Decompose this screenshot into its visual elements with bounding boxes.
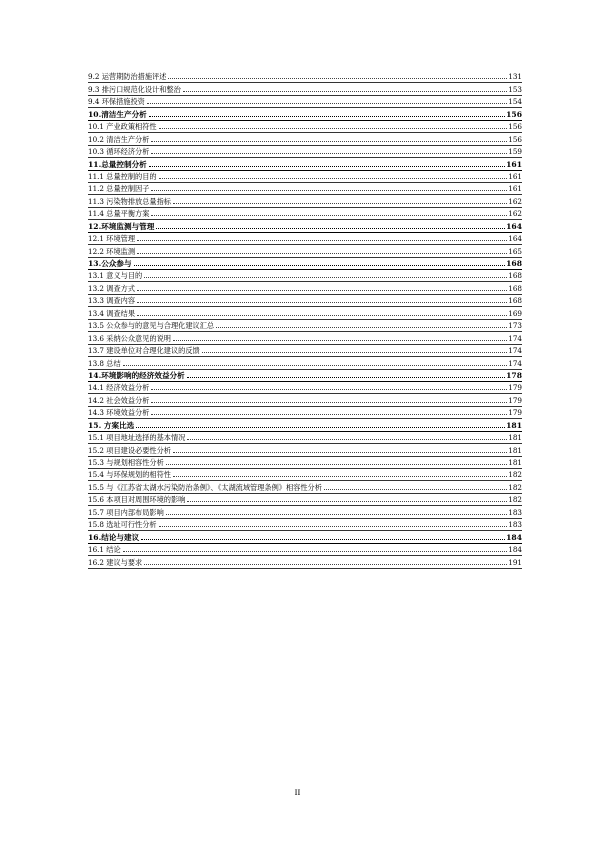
toc-entry-title: 14.环境影响的经济效益分析 — [88, 370, 185, 380]
dot-leader — [141, 539, 505, 540]
toc-entry-title: 15.5 与《江苏省太湖水污染防治条例》、《太湖流域管理条例》相容性分析 — [88, 482, 322, 492]
toc-entry-title: 16.1 结论 — [88, 545, 121, 555]
dot-leader — [149, 166, 505, 167]
toc-section-entry[interactable] — [88, 345, 522, 357]
dot-leader — [151, 190, 507, 191]
dot-leader — [183, 91, 508, 92]
toc-section-entry[interactable] — [88, 544, 522, 556]
dot-leader — [151, 153, 507, 154]
dot-leader — [216, 327, 507, 328]
toc-entry-title: 12.1 环境管理 — [88, 234, 136, 244]
toc-entry-title: 10.清洁生产分析 — [88, 109, 147, 119]
toc-section-entry[interactable] — [88, 208, 522, 220]
toc-entry-page: 156 — [506, 109, 522, 119]
toc-entry-page: 156 — [508, 134, 522, 144]
toc-entry-page: 178 — [506, 370, 522, 380]
dot-leader — [137, 290, 507, 291]
toc-entry-title: 14.3 环境效益分析 — [88, 408, 150, 418]
toc-section-entry[interactable] — [88, 469, 522, 481]
dot-leader — [147, 103, 507, 104]
toc-entry-page: 165 — [508, 246, 522, 256]
dot-leader — [159, 526, 508, 527]
toc-section-entry[interactable] — [88, 121, 522, 133]
toc-entry-page: 174 — [508, 346, 522, 356]
dot-leader — [168, 78, 507, 79]
toc-section-entry[interactable] — [88, 320, 522, 332]
toc-chapter-entry[interactable] — [88, 531, 522, 543]
toc-entry-page: 156 — [508, 122, 522, 132]
toc-entry-page: 174 — [508, 333, 522, 343]
toc-entry-page: 179 — [508, 383, 522, 393]
toc-entry-page: 191 — [508, 557, 522, 567]
toc-entry-page: 161 — [508, 184, 522, 194]
toc-entry-title: 11.3 污染物排放总量指标 — [88, 196, 171, 206]
toc-chapter-entry[interactable] — [88, 220, 522, 232]
dot-leader — [134, 265, 506, 266]
dot-leader — [151, 215, 507, 216]
toc-section-entry[interactable] — [88, 96, 522, 108]
toc-section-entry[interactable] — [88, 133, 522, 145]
toc-entry-page: 181 — [506, 420, 522, 430]
dot-leader — [187, 377, 505, 378]
toc-entry-title: 10.2 清洁生产分析 — [88, 134, 150, 144]
toc-entry-page: 154 — [508, 97, 522, 107]
toc-section-entry[interactable] — [88, 519, 522, 531]
dot-leader — [156, 228, 505, 229]
dot-leader — [173, 476, 507, 477]
toc-entry-title: 15.3 与规划相容性分析 — [88, 458, 164, 467]
dot-leader — [151, 414, 507, 415]
toc-chapter-entry[interactable] — [88, 370, 522, 382]
toc-section-entry[interactable] — [88, 270, 522, 282]
toc-entry-title: 12.环境监测与管理 — [88, 221, 155, 231]
toc-entry-title: 15. 方案比选 — [88, 420, 135, 430]
toc-entry-title: 11.1 总量控制的目的 — [88, 171, 157, 181]
toc-entry-title: 15.4 与环保规划的相符性 — [88, 470, 171, 480]
toc-section-entry[interactable] — [88, 71, 522, 83]
dot-leader — [151, 389, 507, 390]
page-number: II — [294, 787, 301, 797]
toc-entry-page: 164 — [506, 221, 522, 231]
toc-entry-title: 16.2 建议与要求 — [88, 557, 143, 567]
dot-leader — [137, 240, 507, 241]
dot-leader — [166, 464, 507, 465]
dot-leader — [187, 439, 507, 440]
toc-entry-title: 9.4 环保措施投资 — [88, 97, 145, 107]
toc-chapter-entry[interactable] — [88, 108, 522, 120]
dot-leader — [144, 277, 507, 278]
toc-entry-title: 13.2 调查方式 — [88, 283, 136, 293]
toc-entry-title: 11.2 总量控制因子 — [88, 184, 150, 194]
toc-entry-page: 179 — [508, 408, 522, 418]
toc-section-entry[interactable] — [88, 307, 522, 319]
toc-entry-page: 181 — [508, 433, 522, 443]
toc-entry-page: 168 — [506, 259, 522, 268]
toc-entry-page: 182 — [508, 482, 522, 492]
toc-entry-page: 153 — [508, 84, 522, 94]
toc-entry-title: 13.8 总结 — [88, 358, 121, 368]
toc-section-entry[interactable] — [88, 332, 522, 344]
toc-entry-title: 12.2 环境监测 — [88, 246, 136, 256]
dot-leader — [123, 365, 508, 366]
toc-entry-title: 10.1 产业政策相符性 — [88, 122, 157, 132]
toc-entry-title: 13.4 调查结果 — [88, 308, 136, 318]
toc-entry-page: 168 — [508, 296, 522, 306]
toc-section-entry[interactable] — [88, 506, 522, 518]
toc-entry-page: 174 — [508, 358, 522, 368]
toc-entry-page: 173 — [508, 321, 522, 331]
dot-leader — [137, 253, 507, 254]
toc-section-entry[interactable] — [88, 183, 522, 195]
dot-leader — [166, 514, 507, 515]
toc-entry-title: 14.1 经济效益分析 — [88, 383, 150, 393]
toc-chapter-entry[interactable] — [88, 258, 522, 270]
toc-entry-title: 13.1 意义与目的 — [88, 271, 143, 281]
toc-section-entry[interactable] — [88, 245, 522, 257]
dot-leader — [123, 551, 508, 552]
toc-entry-title: 9.3 排污口规范化设计和整治 — [88, 84, 181, 94]
toc-section-entry[interactable] — [88, 357, 522, 369]
dot-leader — [173, 452, 507, 453]
toc-entry-page: 164 — [508, 234, 522, 244]
dot-leader — [187, 501, 507, 502]
toc-entry-page: 179 — [508, 395, 522, 405]
toc-entry-page: 181 — [508, 458, 522, 467]
dot-leader — [159, 178, 508, 179]
toc-entry-page: 161 — [508, 171, 522, 181]
dot-leader — [159, 128, 508, 129]
toc-entry-title: 15.6 本项目对周围环境的影响 — [88, 495, 186, 505]
toc-section-entry[interactable] — [88, 171, 522, 183]
dot-leader — [137, 315, 507, 316]
toc-entry-page: 183 — [508, 507, 522, 517]
dot-leader — [137, 302, 507, 303]
toc-entry-page: 183 — [508, 520, 522, 530]
toc-entry-title: 15.2 项目建设必要性分析 — [88, 445, 171, 455]
toc-section-entry[interactable] — [88, 233, 522, 245]
dot-leader — [136, 427, 505, 428]
toc-section-entry[interactable] — [88, 457, 522, 469]
toc-entry-title: 11.总量控制分析 — [88, 159, 147, 169]
toc-section-entry[interactable] — [88, 494, 522, 506]
toc-section-entry[interactable] — [88, 432, 522, 444]
toc-entry-page: 159 — [508, 147, 522, 157]
toc-section-entry[interactable] — [88, 444, 522, 456]
toc-entry-title: 9.2 运营期防治措施评述 — [88, 72, 167, 82]
toc-entry-title: 13.6 采纳公众意见的说明 — [88, 333, 171, 343]
toc-entry-title: 13.5 公众参与的意见与合理化建议汇总 — [88, 321, 215, 331]
toc-entry-title: 14.2 社会效益分析 — [88, 395, 150, 405]
toc-entry-title: 13.7 建设单位对合理化建议的反馈 — [88, 346, 200, 356]
toc-entry-page: 168 — [508, 271, 522, 281]
toc-section-entry[interactable] — [88, 382, 522, 394]
toc-chapter-entry[interactable] — [88, 158, 522, 170]
toc-entry-title: 11.4 总量平衡方案 — [88, 209, 150, 219]
toc-entry-page: 162 — [508, 209, 522, 219]
toc-entry-title: 16.结论与建议 — [88, 532, 140, 542]
table-of-contents — [88, 71, 522, 569]
dot-leader — [202, 352, 508, 353]
toc-entry-page: 131 — [508, 72, 522, 82]
toc-entry-page: 168 — [508, 283, 522, 293]
toc-section-entry[interactable] — [88, 394, 522, 406]
dot-leader — [173, 203, 507, 204]
toc-entry-title: 15.1 项目地址选择的基本情况 — [88, 433, 186, 443]
dot-leader — [151, 141, 507, 142]
toc-entry-page: 182 — [508, 470, 522, 480]
toc-entry-page: 184 — [508, 545, 522, 555]
toc-entry-page: 161 — [506, 159, 522, 169]
toc-entry-page: 182 — [508, 495, 522, 505]
dot-leader — [151, 402, 507, 403]
toc-section-entry[interactable] — [88, 195, 522, 207]
toc-section-entry[interactable] — [88, 146, 522, 158]
dot-leader — [173, 340, 507, 341]
toc-entry-title: 15.7 项目内部布局影响 — [88, 507, 164, 517]
toc-entry-title: 15.8 选址可行性分析 — [88, 520, 157, 530]
dot-leader — [144, 564, 507, 565]
toc-section-entry[interactable] — [88, 282, 522, 294]
toc-entry-page: 162 — [508, 196, 522, 206]
toc-entry-title: 13.公众参与 — [88, 259, 132, 268]
toc-section-entry[interactable] — [88, 556, 522, 568]
toc-entry-title: 13.3 调查内容 — [88, 296, 136, 306]
dot-leader — [149, 116, 505, 117]
toc-chapter-entry[interactable] — [88, 419, 522, 431]
toc-section-entry[interactable] — [88, 481, 522, 493]
toc-entry-page: 181 — [508, 445, 522, 455]
toc-entry-page: 184 — [506, 532, 522, 542]
dot-leader — [324, 489, 507, 490]
toc-entry-page: 169 — [508, 308, 522, 318]
toc-section-entry[interactable] — [88, 295, 522, 307]
toc-entry-title: 10.3 循环经济分析 — [88, 147, 150, 157]
toc-section-entry[interactable] — [88, 83, 522, 95]
toc-section-entry[interactable] — [88, 407, 522, 419]
